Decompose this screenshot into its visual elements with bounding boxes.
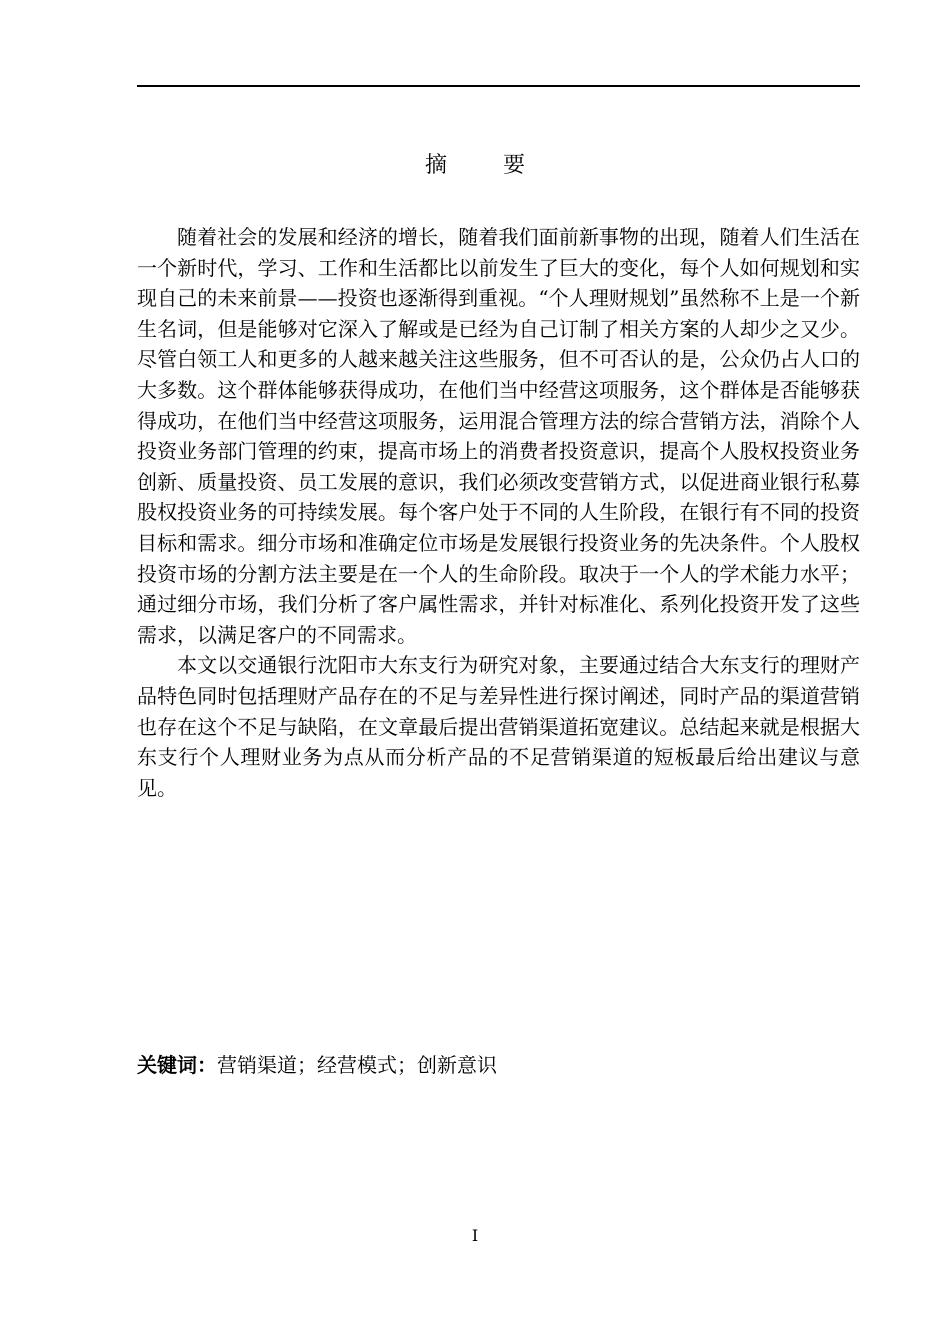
abstract-body bbox=[137, 222, 860, 803]
keywords-text: 营销渠道；经营模式；创新意识 bbox=[217, 1053, 497, 1077]
title-char-2: 要 bbox=[503, 153, 526, 178]
keywords-line bbox=[137, 1050, 497, 1080]
page-title bbox=[0, 150, 950, 182]
header-rule bbox=[137, 85, 860, 87]
title-char-1: 摘 bbox=[424, 153, 447, 178]
abstract-paragraph-2: 本文以交通银行沈阳市大东支行为研究对象，主要通过结合大东支行的理财产品特色同时包括理财产品存在的不足与差异性进行探讨阐述，同时产品的渠道营销也存在这个不足与缺陷，在文章最后提出营销渠道拓宽建议。总结起来就是根据大东支行个人理财业务为点从而分析产品的不足营销渠道的短板最后给出建议与意见。 bbox=[137, 653, 860, 800]
keywords-label: 关键词： bbox=[137, 1053, 217, 1077]
abstract-paragraph-1: 随着社会的发展和经济的增长，随着我们面前新事物的出现，随着人们生活在一个新时代，学习、工作和生活都比以前发生了巨大的变化，每个人如何规划和实现自己的未来前景——投资也逐渐得到重视。“个人理财规划”虽然称不上是一个新生名词，但是能够对它深入了解或是已经为自己订制了相关方案的人却少之又少。尽管白领工人和更多的人越来越关注这些服务，但不可否认的是，公众仍占人口的大多数。这个群体能够获得成功，在他们当中经营这项服务，这个群体是否能够获得成功，在他们当中经营这项服务，运用混合管理方法的综合营销方法，消除个人投资业务部门管理的约束，提高市场上的消费者投资意识，提高个人股权投资业务创新、质量投资、员工发展的意识，我们必须改变营销方式，以促进商业银行私募股权投资业务的可持续发展。每个客户处于不同的人生阶段，在银行有不同的投资目标和需求。细分市场和准确定位市场是发展银行投资业务的先决条件。个人股权投资市场的分割方法主要是在一个人的生命阶段。取决于一个人的学术能力水平；通过细分市场，我们分析了客户属性需求，并针对标准化、系列化投资开发了这些需求，以满足客户的不同需求。 bbox=[137, 225, 860, 647]
page-number: I bbox=[471, 1226, 479, 1245]
